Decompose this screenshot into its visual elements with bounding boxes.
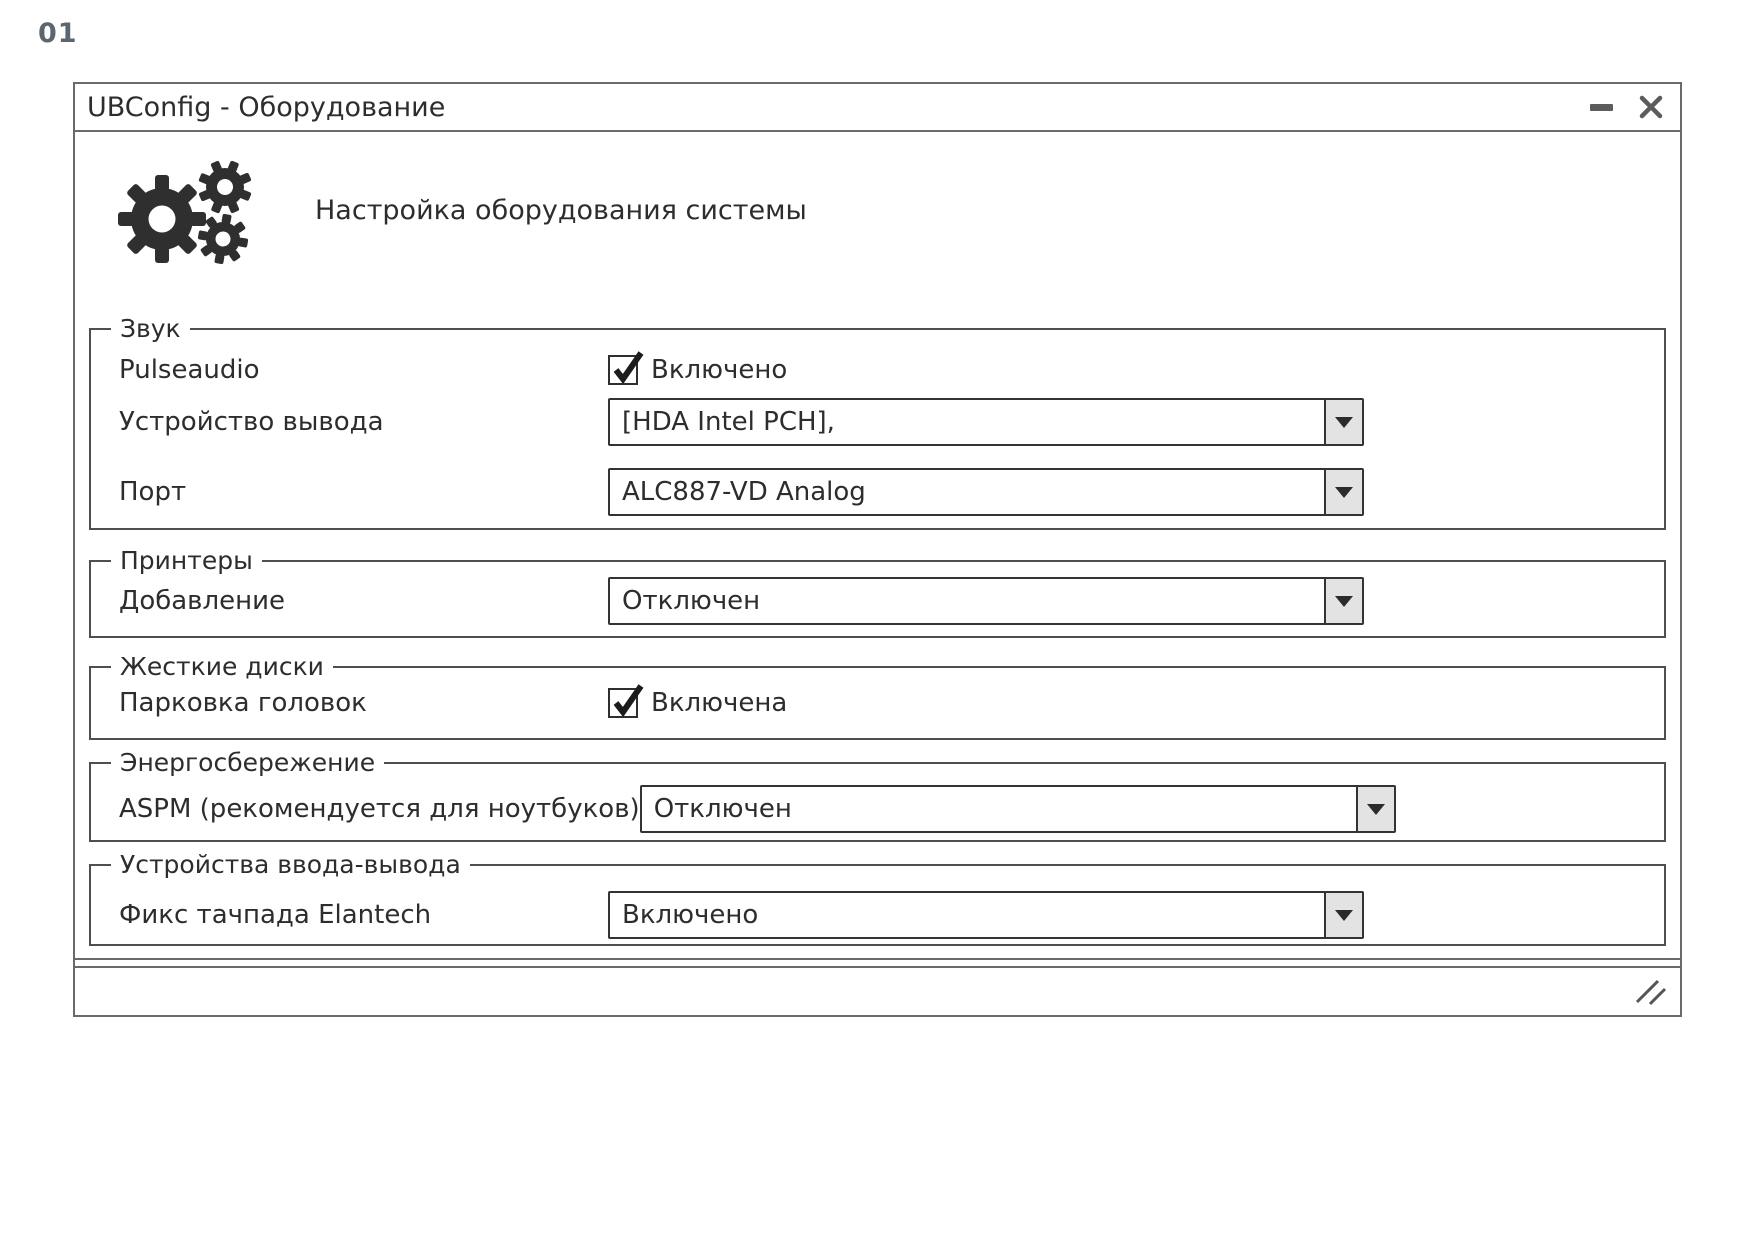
group-printers-title: Принтеры — [111, 546, 262, 576]
status-bar — [75, 966, 1680, 1015]
setting-row-pulseaudio — [119, 355, 1664, 385]
ubconfig-window — [73, 82, 1682, 1017]
minimize-dash — [1590, 104, 1613, 111]
gears-icon — [110, 155, 255, 265]
row-label: Устройство вывода — [119, 407, 384, 437]
checkbox-box — [608, 688, 638, 718]
group-io-devices — [89, 850, 1666, 946]
minimize-icon[interactable] — [1584, 90, 1618, 124]
chevron-down-glyph — [1367, 804, 1385, 815]
close-icon[interactable] — [1634, 90, 1668, 124]
window-title: UBConfig - Оборудование — [87, 91, 446, 123]
window-content — [75, 132, 1680, 960]
port-dropdown[interactable] — [608, 468, 1364, 516]
chevron-down-icon[interactable] — [1324, 400, 1362, 444]
group-hard-disks-title: Жесткие диски — [111, 652, 333, 682]
checkbox-label: Включено — [651, 355, 788, 385]
chevron-down-glyph — [1335, 487, 1353, 498]
group-power-saving-title: Энергосбережение — [111, 748, 384, 778]
setting-row-port — [119, 468, 1664, 516]
group-printers — [89, 546, 1666, 638]
checkmark-icon — [608, 679, 648, 721]
setting-row-elantech-fix — [119, 891, 1664, 939]
row-label: Парковка головок — [119, 688, 367, 718]
group-sound-title: Звук — [111, 314, 190, 344]
elantech-fix-dropdown[interactable] — [608, 891, 1364, 939]
resize-grip-glyph — [1634, 978, 1668, 1006]
chevron-down-glyph — [1335, 596, 1353, 607]
group-sound — [89, 314, 1666, 530]
row-label: Фикс тачпада Elantech — [119, 900, 432, 930]
header-row — [89, 155, 1666, 265]
group-hard-disks — [89, 652, 1666, 740]
title-bar — [75, 84, 1680, 132]
chevron-down-glyph — [1335, 417, 1353, 428]
dropdown-value: Включено — [622, 900, 759, 930]
page-title: Настройка оборудования системы — [315, 194, 807, 226]
setting-row-output-device — [119, 398, 1664, 446]
dropdown-value: [HDA Intel PCH], — [622, 407, 835, 437]
aspm-dropdown[interactable] — [640, 785, 1396, 833]
row-label: Добавление — [119, 586, 286, 616]
checkbox-label: Включена — [651, 688, 788, 718]
printer-add-dropdown[interactable] — [608, 577, 1364, 625]
chevron-down-glyph — [1335, 910, 1353, 921]
row-label: Порт — [119, 477, 187, 507]
close-x-glyph — [1638, 94, 1664, 120]
pulseaudio-checkbox[interactable] — [608, 355, 787, 385]
chevron-down-icon[interactable] — [1324, 470, 1362, 514]
setting-row-aspm — [119, 785, 1664, 833]
head-parking-checkbox[interactable] — [608, 688, 787, 718]
dropdown-value: ALC887-VD Analog — [622, 477, 866, 507]
dropdown-value: Отключен — [622, 586, 761, 616]
resize-grip-icon[interactable] — [1634, 978, 1668, 1006]
group-io-devices-title: Устройства ввода-вывода — [111, 850, 470, 880]
chevron-down-icon[interactable] — [1356, 787, 1394, 831]
dropdown-value: Отключен — [653, 794, 792, 824]
group-power-saving — [89, 748, 1666, 842]
setting-row-printer-add — [119, 577, 1664, 625]
row-label: ASPM (рекомендуется для ноутбуков) — [119, 794, 640, 824]
checkmark-icon — [608, 346, 648, 388]
row-label: Pulseaudio — [119, 355, 260, 385]
setting-row-head-parking — [119, 688, 1664, 718]
page-number: 01 — [38, 18, 78, 49]
chevron-down-icon[interactable] — [1324, 579, 1362, 623]
chevron-down-icon[interactable] — [1324, 893, 1362, 937]
output-device-dropdown[interactable] — [608, 398, 1364, 446]
checkbox-box — [608, 355, 638, 385]
